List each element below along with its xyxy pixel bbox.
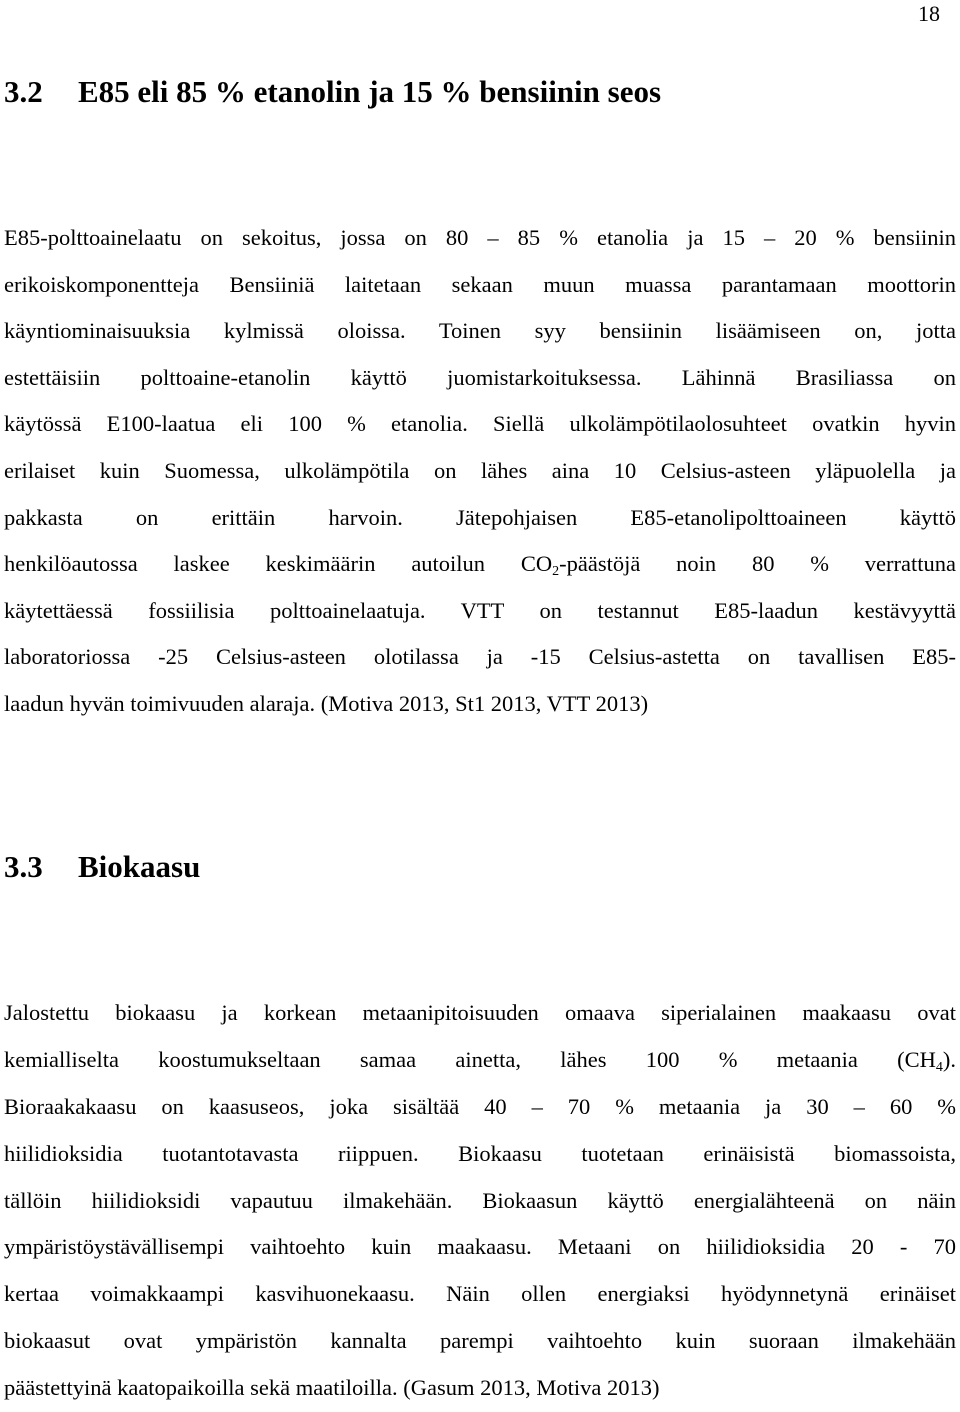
section-heading-3-3: [4, 849, 200, 885]
text-line: pakkasta on erittäin harvoin. Jätepohjaisen E85-etanolipolttoaineen käyttö: [4, 504, 956, 530]
subscript: 4: [935, 1059, 943, 1075]
text-line: käyntiominaisuuksia kylmissä oloissa. Toinen syy bensiinin lisäämiseen on, jotta: [4, 318, 956, 344]
text-line: käytettäessä fossiilisia polttoainelaatuja. VTT on testannut E85-laadun kestävyyttä: [4, 597, 956, 623]
text-line: biokaasut ovat ympäristön kannalta parempi vaihtoehto kuin suoraan ilmakehään: [4, 1328, 956, 1354]
text-line: [4, 1037, 956, 1084]
section-title: Biokaasu: [78, 849, 201, 884]
text-line: erikoiskomponentteja Bensiiniä laitetaan sekaan muun muassa parantamaan moottorin: [4, 271, 956, 297]
text-segment: kemialliselta koostumukseltaan samaa ainetta, lähes 100 % metaania (CH: [4, 1046, 936, 1072]
text-line: päästettyinä kaatopaikoilla sekä maatiloilla. (Gasum 2013, Motiva 2013): [4, 1375, 660, 1401]
text-line: Bioraakakaasu on kaasuseos, joka sisältää 40 – 70 % metaania ja 30 – 60 %: [4, 1093, 956, 1119]
paragraph-e85: [4, 215, 956, 728]
text-line: laboratoriossa -25 Celsius-asteen olotilassa ja -15 Celsius-astetta on tavallisen E85-: [4, 644, 956, 670]
text-segment: -päästöjä noin 80 % verrattuna: [559, 551, 956, 577]
text-line: Jalostettu biokaasu ja korkean metaanipitoisuuden omaava siperialainen maakaasu ovat: [4, 1000, 956, 1025]
text-line: erilaiset kuin Suomessa, ulkolämpötila on lähes aina 10 Celsius-asteen yläpuolella ja: [4, 457, 956, 483]
text-line: hiilidioksidia tuotantotavasta riippuen. Biokaasu tuotetaan erinäisistä biomassoista,: [4, 1140, 956, 1166]
section-title: E85 eli 85 % etanolin ja 15 % bensiinin seos: [78, 74, 662, 109]
section-number: 3.2: [4, 74, 43, 109]
text-segment: ).: [942, 1046, 956, 1072]
text-line: estettäisiin polttoaine-etanolin käyttö juomistarkoituksessa. Lähinnä Brasiliassa on: [4, 364, 956, 390]
text-line: kertaa voimakkaampi kasvihuonekaasu. Näin ollen energiaksi hyödynnetynä erinäiset: [4, 1281, 956, 1307]
subscript: 2: [552, 564, 560, 580]
text-line: [4, 541, 956, 588]
text-line: tällöin hiilidioksidi vapautuu ilmakehään. Biokaasun käyttö energialähteenä on näin: [4, 1187, 956, 1213]
text-segment: henkilöautossa laskee keskimäärin autoilun CO: [4, 551, 553, 577]
text-line: E85-polttoainelaatu on sekoitus, jossa on 80 – 85 % etanolia ja 15 – 20 % bensiinin: [4, 225, 956, 250]
section-number: 3.3: [4, 849, 43, 884]
text-line: ympäristöystävällisempi vaihtoehto kuin maakaasu. Metaani on hiilidioksidia 20 - 70: [4, 1234, 956, 1260]
section-heading-3-2: [4, 74, 661, 110]
page-number: 18: [918, 1, 940, 26]
paragraph-biokaasu: [4, 990, 956, 1412]
text-line: laadun hyvän toimivuuden alaraja. (Motiva 2013, St1 2013, VTT 2013): [4, 690, 649, 716]
text-line: käytössä E100-laatua eli 100 % etanolia. Siellä ulkolämpötilaolosuhteet ovatkin hyvin: [4, 411, 956, 437]
